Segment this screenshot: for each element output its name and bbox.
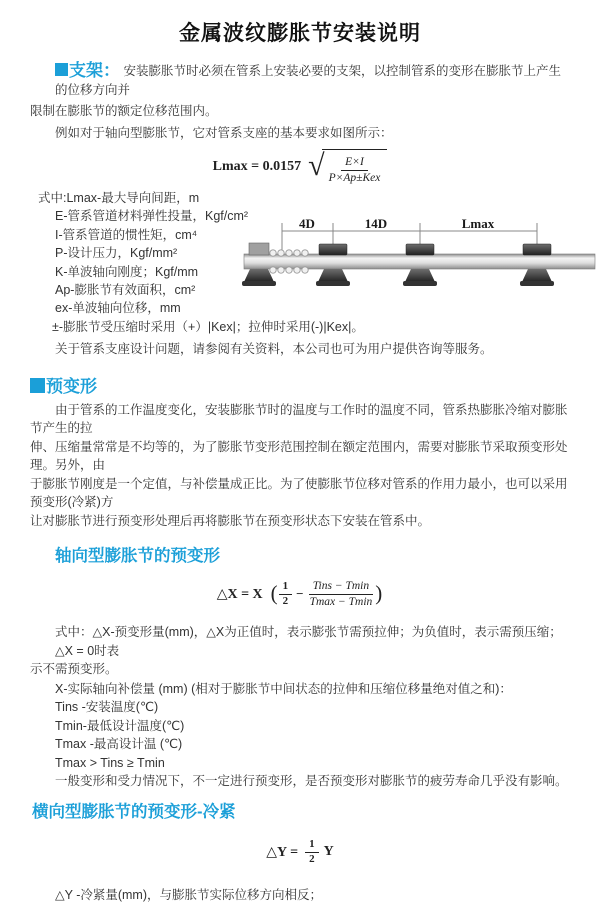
paragraph-line: 于膨胀节刚度是一个定值，与补偿量成正比。为了使膨胀节位移对管系的作用力最小，也可以采用预变形(冷紧)方	[30, 476, 568, 509]
close-paren: )	[375, 580, 383, 605]
fraction-denominator: 2	[309, 852, 315, 865]
axial-formula-lhs: △X = X	[216, 586, 263, 602]
paragraph-line: 让对膨胀节进行预变形处理后再将膨胀节在预变形状态下安装在管系中。	[30, 513, 431, 528]
paragraph-line: 伸、压缩量常常是不均等的，为了膨胀节变形范围控制在额定范围内，需要对膨胀节采取预变形处理。另外，由	[30, 439, 568, 472]
definition-line: Tmax -最高设计温 (℃)	[55, 737, 183, 752]
lateral-predeform-formula	[0, 835, 600, 869]
dimension-label-4d: 4D	[299, 216, 315, 231]
support-example-text: 例如对于轴向型膨胀节，它对管系支座的基本要求如图所示：	[55, 125, 393, 140]
temperature-ratio-fraction	[308, 579, 375, 609]
pipe-support-spacing-diagram	[242, 216, 597, 301]
definition-line: ±-膨胀节受压缩时采用（+）|Kex|；拉伸时采用(-)|Kex|。	[52, 319, 364, 334]
lateral-formula-rhs: Y	[323, 844, 334, 860]
predeform-section-heading	[30, 372, 600, 397]
support-lead-text: 安装膨胀节时必须在管系上安装必要的支架，以控制管系的变形在膨胀节上产生的位移方向并	[55, 64, 561, 97]
support-note: 关于管系支座设计问题，请参阅有关资料，本公司也可为用户提供咨询等服务。	[55, 342, 493, 356]
fraction-denominator: Tmax − Tmin	[309, 595, 373, 608]
support-lead-continuation: 限制在膨胀节的额定位移范围内。	[30, 104, 218, 118]
definition-line: X-实际轴向补偿量 (mm) (相对于膨胀节中间状态的拉伸和压缩位移量绝对值之和)：	[55, 681, 512, 696]
definition-line: K-单波轴向刚度；Kgf/mm	[55, 264, 199, 279]
dimension-label-lmax: Lmax	[461, 216, 495, 231]
lateral-predeform-heading: 横向型膨胀节的预变形-冷紧	[32, 803, 236, 822]
axial-general-note: 一般变形和受力情况下，不一定进行预变形，是否预变形对膨胀节的疲劳寿命几乎没有影响。	[55, 774, 568, 789]
axial-predeform-heading: 轴向型膨胀节的预变形	[55, 547, 220, 565]
lmax-formula-numerator: E×I	[341, 155, 368, 170]
lateral-formula-lhs: △Y =	[266, 844, 299, 860]
definition-line: Ap-膨胀节有效面积，cm²	[55, 283, 196, 298]
axial-symbol-definitions	[55, 680, 572, 792]
axial-predeform-formula	[0, 575, 600, 613]
support-section-label: 支架：	[69, 61, 120, 80]
fraction-denominator: 2	[282, 594, 289, 607]
predeform-paragraph	[30, 401, 572, 531]
definition-line: ex-单波轴向位移，mm	[55, 301, 181, 316]
section-square-icon	[55, 63, 68, 76]
lmax-formula-lhs: Lmax = 0.0157	[212, 159, 302, 174]
fraction-numerator: 1	[305, 838, 319, 853]
definition-line: Tins -安装温度(℃)	[55, 700, 159, 715]
lmax-formula-denominator: P×Ap±Kex	[328, 171, 381, 184]
one-half-fraction	[279, 580, 293, 609]
fraction-numerator: Tins − Tmin	[309, 579, 373, 594]
axial-formula-note-line2: 示不需预变形。	[30, 662, 118, 676]
predeform-section-label: 预变形	[46, 376, 97, 396]
dimension-label-14d: 14D	[364, 216, 388, 231]
definition-line: I-管系管道的惯性矩，cm⁴	[55, 227, 198, 242]
section-square-icon	[30, 378, 45, 393]
support-section-lead	[55, 62, 572, 99]
paragraph-line: 由于管系的工作温度变化，安装膨胀节时的温度与工作时的温度不同，管系热膨胀冷缩对膨胀节产生的拉	[30, 402, 568, 435]
lmax-formula-radicand	[322, 149, 388, 185]
minus-operator: −	[296, 586, 304, 601]
definition-line: P-设计压力，Kgf/mm²	[55, 246, 178, 261]
fraction-numerator: 1	[279, 580, 293, 595]
page-title: 金属波纹膨胀节安装说明	[179, 22, 421, 45]
definition-line: Tmax > Tins ≥ Tmin	[55, 755, 165, 770]
lmax-formula-fraction	[327, 155, 383, 185]
symbol-definitions	[38, 189, 600, 339]
one-half-fraction	[305, 838, 319, 867]
definition-line: E-管系管道材料弹性投量，Kgf/cm²	[55, 209, 249, 224]
open-paren: (	[270, 580, 278, 605]
definition-line: Tmin-最低设计温度(℃)	[55, 718, 185, 733]
lmax-formula	[0, 149, 600, 185]
axial-formula-note-line1: 式中：△X-预变形量(mm)，△X为正值时，表示膨张节需预拉伸；为负值时，表示需预压缩；△X = 0时表	[55, 625, 562, 658]
definition-line: 式中:Lmax-最大导向间距，m	[38, 191, 200, 205]
lateral-formula-note: △Y -冷紧量(mm)，与膨胀节实际位移方向相反；	[55, 888, 323, 903]
sqrt-symbol: √	[308, 149, 325, 182]
